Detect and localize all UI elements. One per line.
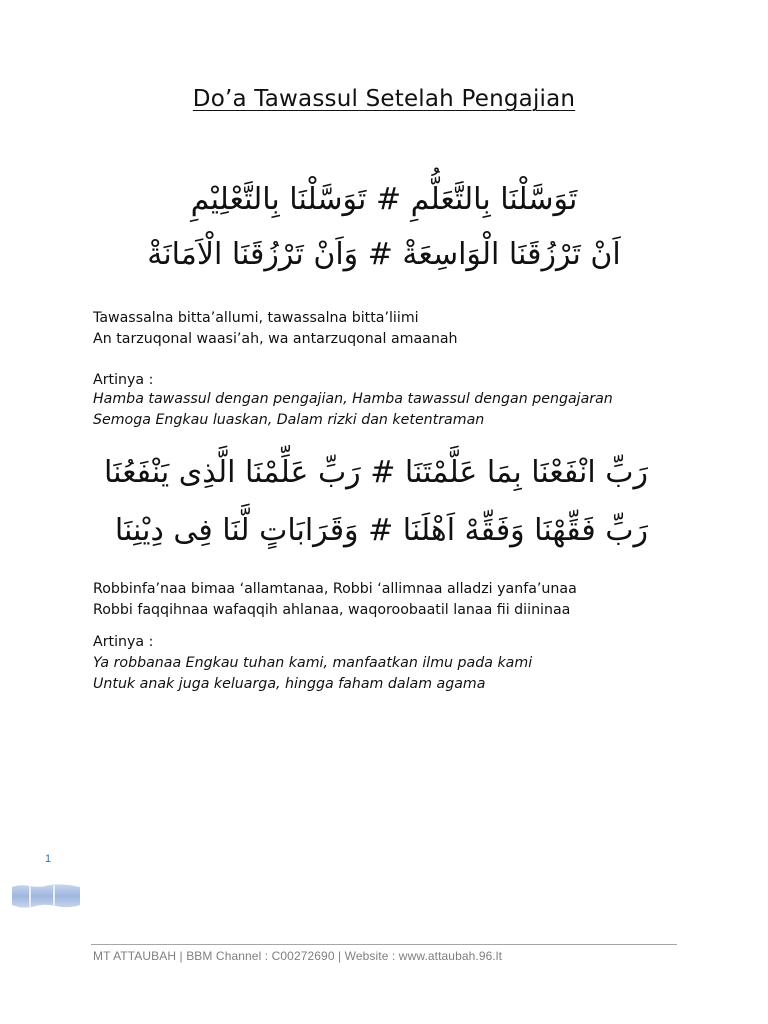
- meaning-label: Artinya :: [93, 634, 154, 650]
- document-title: Do’a Tawassul Setelah Pengajian: [192, 86, 576, 112]
- arabic-verse-line: تَوَسَّلْنَا بِالتَّعَلُّمِ # تَوَسَّلْنَا بِالتَّعْلِيْمِ: [190, 182, 578, 217]
- page-tab-graphic: [10, 883, 82, 909]
- arabic-verse-line: رَبِّ فَقِّهْنَا وَفَقِّهْ اَهْلَنَا # وَقَرَابَاتٍ لَّنَا فِى دِيْنِنَا: [114, 513, 648, 548]
- transliteration-line: Robbinfa’naa bimaa ‘allamtanaa, Robbi ‘allimnaa alladzi yanfa’unaa: [93, 581, 577, 597]
- meaning-line: Ya robbanaa Engkau tuhan kami, manfaatkan ilmu pada kami: [93, 655, 533, 671]
- meaning-line: Hamba tawassul dengan pengajian, Hamba tawassul dengan pengajaran: [93, 391, 613, 407]
- transliteration-line: An tarzuqonal waasi’ah, wa antarzuqonal amaanah: [93, 331, 458, 347]
- footer-text: MT ATTAUBAH | BBM Channel : C00272690 | Website : www.attaubah.96.lt: [93, 949, 503, 963]
- footer-divider: [91, 944, 677, 945]
- meaning-line: Untuk anak juga keluarga, hingga faham dalam agama: [93, 676, 486, 692]
- arabic-verse-line: اَنْ تَرْزُقَنَا الْوَاسِعَةْ # وَاَنْ تَرْزُقَنَا الْاَمَانَةْ: [147, 237, 621, 272]
- transliteration-line: Robbi faqqihnaa wafaqqih ahlanaa, waqoroobaatil lanaa fii diininaa: [93, 602, 571, 618]
- transliteration-line: Tawassalna bitta’allumi, tawassalna bitta’liimi: [93, 310, 419, 326]
- meaning-label: Artinya :: [93, 372, 154, 388]
- page-number: 1: [45, 853, 52, 865]
- meaning-line: Semoga Engkau luaskan, Dalam rizki dan ketentraman: [93, 412, 485, 428]
- arabic-verse-line: رَبِّ انْفَعْنَا بِمَا عَلَّمْتَنَا # رَبِّ عَلِّمْنَا الَّذِى يَنْفَعُنَا: [104, 455, 648, 490]
